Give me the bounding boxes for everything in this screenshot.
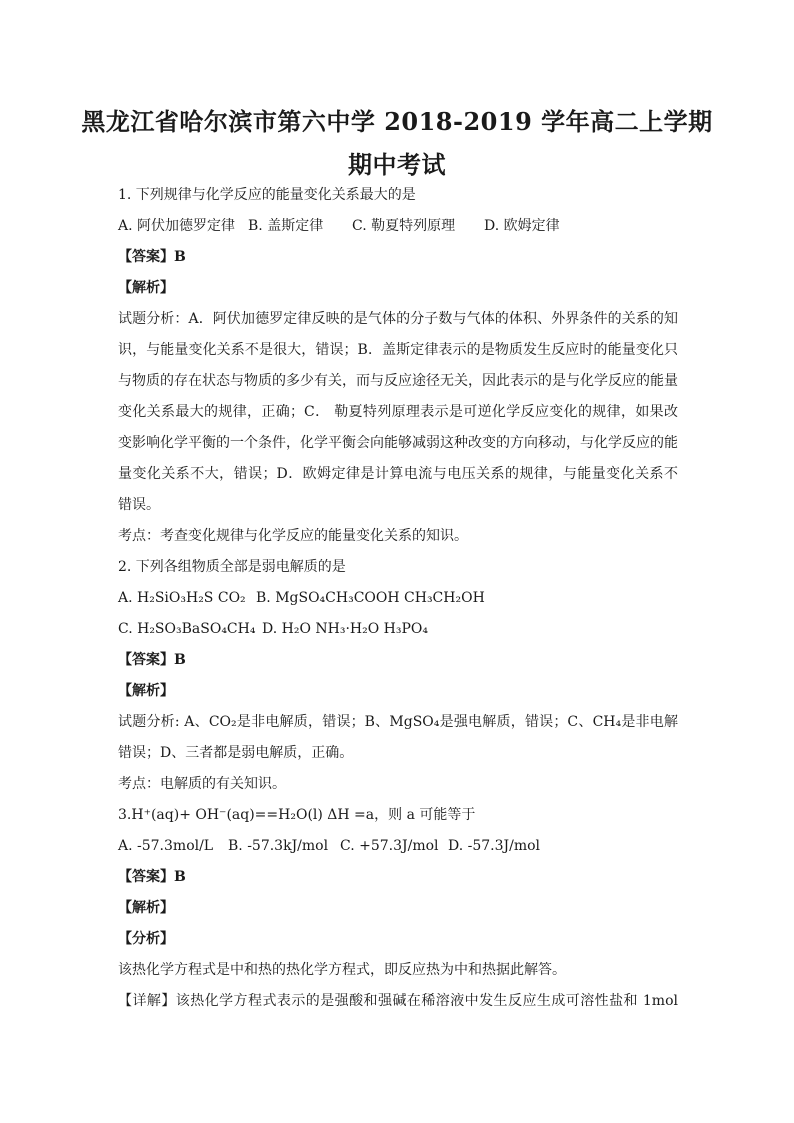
q1-analysis-line-3: 与物质的存在状态与物质的多少有关，而与反应途径无关，因此表示的是与化学反应的能量 xyxy=(118,373,678,389)
q1-option-b: B. 盖斯定律 xyxy=(248,218,324,234)
q3-fenxi-text: 该热化学方程式是中和热的热化学方程式，即反应热为中和热据此解答。 xyxy=(118,962,566,978)
q3-stem: 3.H⁺(aq)+ OH⁻(aq)==H₂O(l) ΔH =a，则 a 可能等于 xyxy=(118,807,476,823)
q2-stem: 2. 下列各组物质全部是弱电解质的是 xyxy=(118,559,346,575)
document-title-line-2: 期中考试 xyxy=(348,150,446,179)
q1-kaodian: 考点：考查变化规律与化学反应的能量变化关系的知识。 xyxy=(118,528,468,544)
q1-options xyxy=(118,211,678,242)
q1-option-a: A. 阿伏加德罗定律 xyxy=(118,218,236,234)
document-body xyxy=(118,180,678,1017)
q2-option-b: B. MgSO₄CH₃COOH CH₃CH₂OH xyxy=(256,590,485,606)
q1-analysis-label: 【解析】 xyxy=(118,280,174,296)
q2-answer: 【答案】B xyxy=(118,652,186,668)
q3-option-b: B. -57.3kJ/mol xyxy=(228,838,329,854)
q1-option-d: D. 欧姆定律 xyxy=(484,218,560,234)
q2-option-a: A. H₂SiO₃H₂S CO₂ xyxy=(118,590,246,606)
q2-kaodian: 考点：电解质的有关知识。 xyxy=(118,776,286,792)
q3-option-c: C. +57.3J/mol xyxy=(340,838,439,854)
q2-options-row-2 xyxy=(118,614,678,645)
q2-option-c: C. H₂SO₃BaSO₄CH₄ xyxy=(118,621,256,637)
q2-analysis-line-2: 错误；D、三者都是弱电解质，正确。 xyxy=(118,745,354,761)
q2-option-d: D. H₂O NH₃·H₂O H₃PO₄ xyxy=(262,621,428,637)
q3-fenxi-label: 【分析】 xyxy=(118,931,174,947)
q3-option-d: D. -57.3J/mol xyxy=(448,838,541,854)
q3-answer: 【答案】B xyxy=(118,869,186,885)
q3-detail-text: 【详解】该热化学方程式表示的是强酸和强碱在稀溶液中发生反应生成可溶性盐和 1mol xyxy=(118,993,678,1009)
q2-options-row-1 xyxy=(118,583,678,614)
q2-analysis-line-1: 试题分析: A、CO₂是非电解质，错误；B、MgSO₄是强电解质，错误；C、CH₄是非电解 xyxy=(118,714,678,730)
document-title-line-1: 黑龙江省哈尔滨市第六中学 2018-2019 学年高二上学期 xyxy=(81,107,713,136)
q3-options xyxy=(118,831,678,862)
q1-analysis-line-1: 试题分析：A．阿伏加德罗定律反映的是气体的分子数与气体的体积、外界条件的关系的知 xyxy=(118,311,678,327)
q1-analysis-line-2: 识，与能量变化关系不是很大，错误；B．盖斯定律表示的是物质发生反应时的能量变化只 xyxy=(118,342,678,358)
q3-analysis-label: 【解析】 xyxy=(118,900,174,916)
q1-analysis-line-5: 变影响化学平衡的一个条件，化学平衡会向能够减弱这种改变的方向移动，与化学反应的能 xyxy=(118,435,678,451)
q1-answer: 【答案】B xyxy=(118,249,186,265)
q3-option-a: A. -57.3mol/L xyxy=(118,838,214,854)
q1-option-c: C. 勒夏特列原理 xyxy=(352,218,456,234)
q1-analysis-line-4: 变化关系最大的规律，正确；C． 勒夏特列原理表示是可逆化学反应变化的规律，如果改 xyxy=(118,404,678,420)
q1-analysis-line-6: 量变化关系不大，错误；D．欧姆定律是计算电流与电压关系的规律，与能量变化关系不 xyxy=(118,466,678,482)
q1-stem: 1. 下列规律与化学反应的能量变化关系最大的是 xyxy=(118,187,416,203)
q2-analysis-label: 【解析】 xyxy=(118,683,174,699)
q1-analysis-line-7: 错误。 xyxy=(118,497,160,513)
